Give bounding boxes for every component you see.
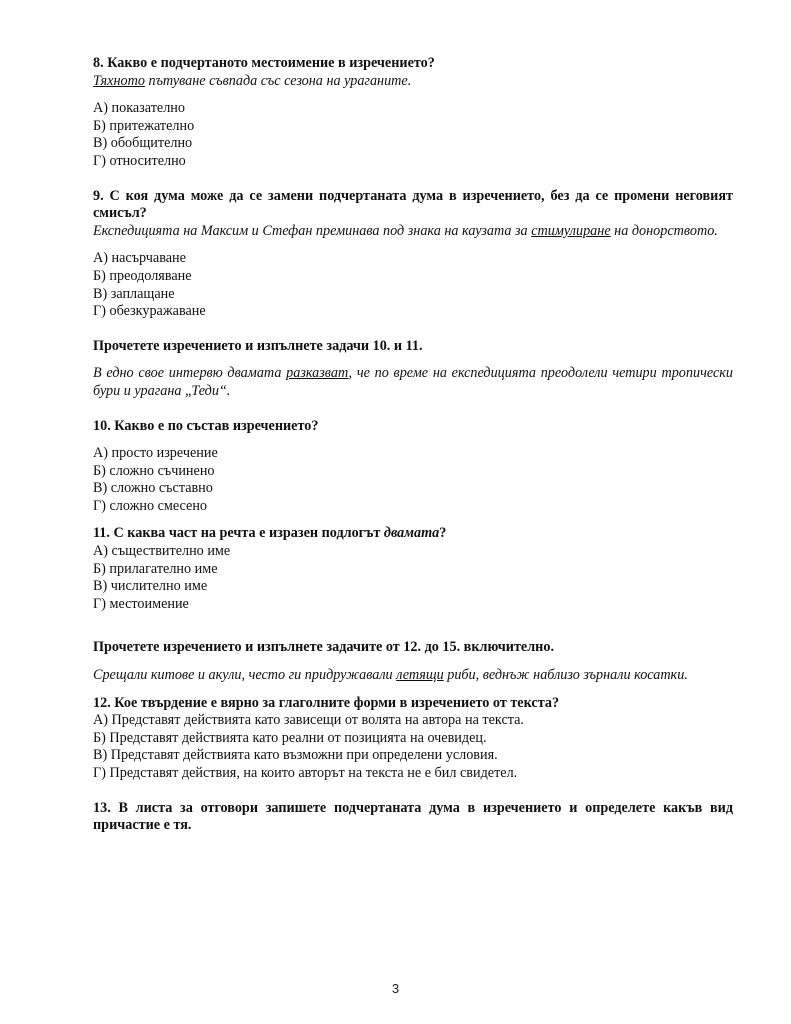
question-10 [93, 418, 733, 516]
title-start: 11. С каква част на речта е изразен подлогът [93, 525, 384, 542]
answer-option-a: А) съществително име [93, 543, 231, 560]
answer-option-c: В) числително име [93, 578, 208, 595]
instruction-12-15 [93, 639, 733, 684]
answer-option-b: Б) прилагателно име [93, 560, 218, 577]
answer-option-a: А) Представят действията като зависещи от волята на автора на текста. [93, 712, 524, 729]
answer-option-d: Г) относително [93, 152, 186, 169]
answer-option-d: Г) Представят действия, на които авторът на текста не е бил свидетел. [93, 765, 518, 781]
question-13-title: 13. В листа за отговори запишете подчертаната дума в изречението и определете какъв вид причастие е тя. [93, 799, 733, 834]
question-8 [93, 55, 733, 171]
page-number: 3 [391, 981, 400, 996]
answer-option-b: Б) сложно съчинено [93, 462, 215, 479]
answer-option-c: В) Представят действията като възможни при определени условия. [93, 747, 498, 764]
sentence-start: Срещали китове и акули, често ги придружавали [93, 667, 397, 684]
document-page [93, 55, 733, 835]
sentence-start: В едно свое интервю двамата [93, 365, 287, 382]
underlined-word: Тяхното [93, 72, 145, 89]
answer-option-c: В) заплащане [93, 285, 175, 302]
answer-option-b: Б) Представят действията като реални от позицията на очевидец. [93, 729, 487, 746]
answer-option-c: В) сложно съставно [93, 480, 213, 497]
question-9 [93, 188, 733, 321]
question-9-sentence [93, 223, 733, 241]
answer-option-a: А) насърчаване [93, 250, 186, 267]
answer-option-b: Б) притежателно [93, 117, 195, 134]
question-11-title [93, 525, 733, 543]
answer-option-d: Г) обезкуражаване [93, 303, 206, 320]
question-11 [93, 525, 733, 613]
question-9-title: 9. С коя дума може да се замени подчертаната дума в изречението, без да се промени неговият смисъл? [93, 187, 733, 222]
answer-option-a: А) показателно [93, 100, 185, 117]
underlined-word: стимулиране [531, 222, 611, 239]
instruction-sentence [93, 667, 733, 685]
sentence-start: Експедицията на Максим и Стефан преминава под знака на каузата за [93, 222, 532, 239]
question-12-title: 12. Кое твърдение е вярно за глаголните форми в изречението от текста? [93, 694, 560, 711]
title-end: ? [439, 525, 447, 542]
sentence-end: на донорството. [610, 222, 718, 239]
question-12 [93, 695, 733, 783]
instruction-text: Прочетете изречението и изпълнете задачи 10. и 11. [93, 337, 423, 354]
sentence-rest: пътуване съвпада със сезона на ураганите. [144, 72, 412, 89]
underlined-word: разказват [286, 365, 349, 382]
title-italic-word: двамата [383, 525, 440, 542]
answer-option-d: Г) местоимение [93, 595, 189, 612]
answer-option-a: А) просто изречение [93, 445, 218, 462]
question-8-sentence [93, 73, 733, 91]
answer-option-d: Г) сложно смесено [93, 497, 208, 514]
answer-option-b: Б) преодоляване [93, 267, 192, 284]
question-13 [93, 800, 733, 835]
underlined-word: летящи [396, 667, 444, 684]
question-8-title: 8. Какво е подчертаното местоимение в изречението? [93, 55, 435, 71]
sentence-end: риби, веднъж наблизо зърнали косатки. [443, 667, 688, 684]
answer-option-c: В) обобщително [93, 135, 193, 152]
instruction-10-11 [93, 338, 733, 401]
instruction-sentence [93, 365, 733, 400]
sentence-end: , че по време на експедицията преодолели четири тропически бури и урагана „Теди“. [93, 365, 733, 399]
question-10-title: 10. Какво е по състав изречението? [93, 417, 319, 434]
instruction-text: Прочетете изречението и изпълнете задачите от 12. до 15. включително. [93, 639, 554, 656]
